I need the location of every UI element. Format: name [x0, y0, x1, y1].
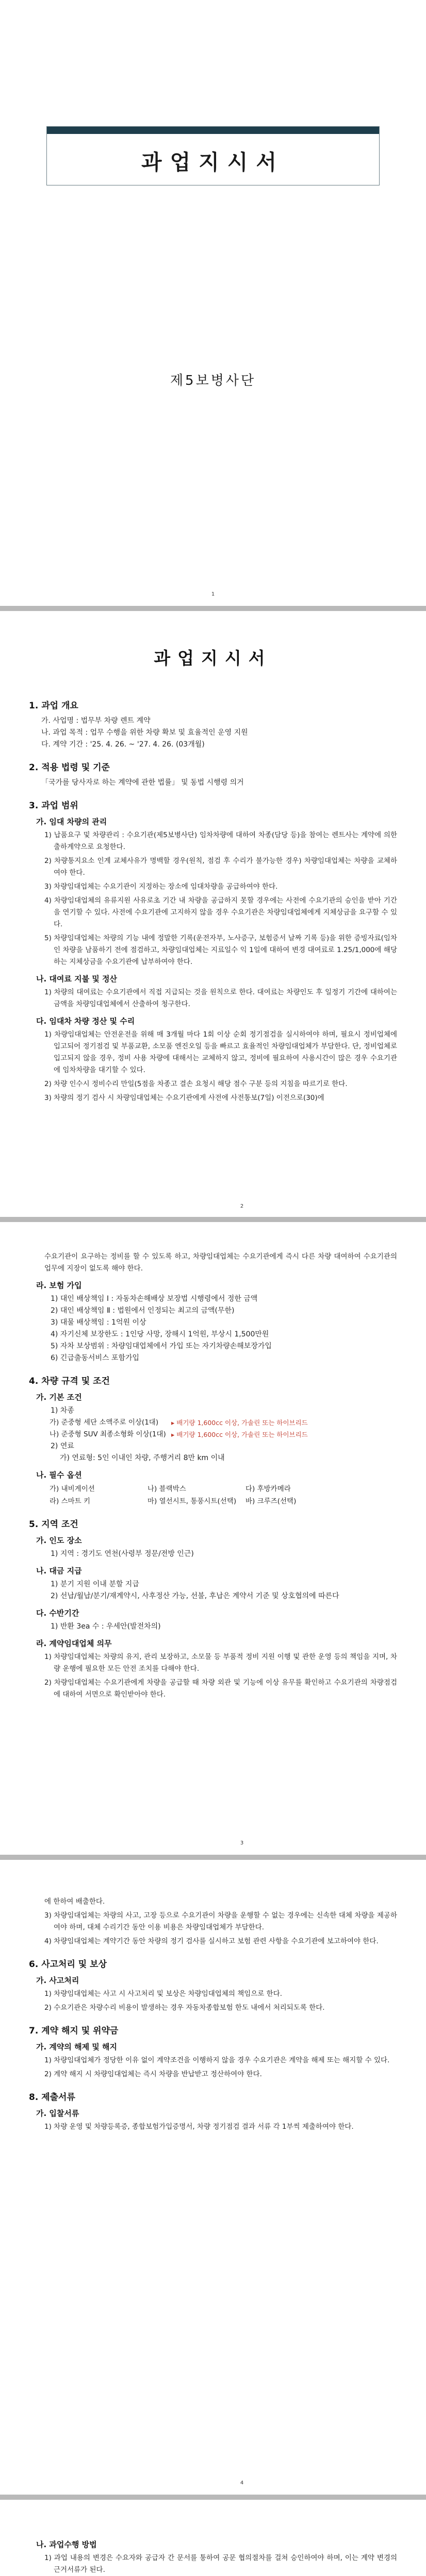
subsection-heading: 라. 보험 가입	[36, 1281, 82, 1290]
cover-title-box	[46, 126, 380, 185]
return-item: 1) 반환 3ea 수 : 우세안(발전차의)	[51, 1622, 161, 1631]
page-number: 2	[240, 1204, 244, 1209]
clause: 4) 차량임대업체는 계약기간 동안 차량의 정기 검사를 실시하고 보험 관련 사항을 수요기관에 보고하여야 한다.	[44, 1937, 379, 1945]
vehicle-row	[50, 1417, 397, 1429]
subsection-heading: 나. 과업수행 방법	[36, 2540, 97, 2549]
section-heading: 8. 제출서류	[29, 2092, 75, 2103]
clause: 1) 차량임대업체는 사고 시 사고처리 및 보상은 차량임대업체의 책임으로 한다.	[44, 1990, 283, 1998]
document-page-5	[0, 2500, 426, 2576]
equipment-item: 나) 블랙박스	[148, 1485, 186, 1493]
clause: 4) 차량임대업체의 유류지원 사유로초 기간 내 차량을 공급하지 못할 경우에는 사전에 수요기관의 승인을 받아 기간을 연기할 수 있다. 사전에 수요기관에 고지하지 않을 경우 수요기관은 차량임대업체에게 지체상금을 요구할 수 있다.	[44, 896, 397, 928]
equipment-item: 마) 열선시트, 통풍시트(선택)	[148, 1497, 237, 1505]
equipment-item: 바) 크루즈(선택)	[245, 1497, 297, 1505]
page-number: 1	[211, 591, 215, 597]
overview-line: 가. 사업명 : 법무부 차량 렌트 계약	[41, 717, 151, 725]
subsection-heading: 나. 필수 옵션	[36, 1470, 82, 1480]
insurance-item: 1) 대인 배상책임 Ⅰ : 자동차손해배상 보장법 시행령에서 정한 금액	[51, 1295, 258, 1303]
section-heading: 5. 지역 조건	[29, 1519, 78, 1530]
clause: 2) 수요기관은 차량수리 비용이 발생하는 경우 자동차종합보험 한도 내에서 처리되도록 한다.	[44, 2004, 325, 2012]
insurance-item: 4) 자기신체 보장한도 : 1인당 사망, 장해시 1억원, 부상시 1,500만원	[51, 1330, 269, 1338]
vehicle-name: 가) 준중형 세단 소액주로 이상(1대)	[50, 1418, 159, 1427]
clause: 1) 납품요구 및 차량관리 : 수요기관(제5보병사단) 임차차량에 대하여 차종(담당 등)을 참여는 렌트사는 계약에 의한 출하계약으로 요청한다.	[44, 831, 397, 851]
document-title: 과업지시서	[154, 648, 272, 668]
cover-page	[0, 0, 426, 606]
fuel-line: 가) 연료형: 5인 이내인 차량, 주행거리 8만 km 이내	[60, 1454, 225, 1462]
subsection-heading: 가. 계약의 해제 및 해지	[36, 2042, 117, 2052]
section-heading: 6. 사고처리 및 보상	[29, 1959, 107, 1970]
section-heading: 4. 차량 규격 및 조건	[29, 1376, 110, 1386]
cover-organization: 제5보병사단	[170, 373, 256, 388]
insurance-item: 3) 대물 배상책임 : 1억원 이상	[51, 1318, 146, 1327]
document-page-2	[0, 611, 426, 1217]
cover-title: 과업지시서	[141, 150, 285, 175]
insurance-item: 6) 긴급출동서비스 포함가입	[51, 1354, 140, 1362]
equipment-item: 다) 후방카메라	[245, 1485, 291, 1493]
clause-continuation: 에 한하여 배출한다.	[44, 1897, 105, 1906]
clause: 1) 차량 운영 및 차량등록증, 종합보험가입증명서, 차량 정기점검 결과 서류 각 1부씩 제출하여야 한다.	[44, 2123, 354, 2131]
clause: 3) 차량임대업체는 수요기관이 지정하는 장소에 임대차량을 공급하여야 한다.	[44, 883, 278, 891]
clause: 3) 차량임대업체는 차량의 사고, 고장 등으로 수요기관이 차량을 운행할 수 없는 경우에는 신속한 대체 차량을 제공하여야 하며, 대체 수리기간 동안 이용 비용은 차량임대업체가 부담한다.	[44, 1911, 397, 1931]
insurance-item: 5) 자차 보상범위 : 차량임대업체에서 가입 또는 자기차량손해보장가입	[51, 1342, 272, 1350]
subsection-heading: 다. 수반기간	[36, 1608, 79, 1618]
payment-item: 2) 선납/월납/분기/재계약시, 사후정산 가능, 선불, 후납은 계약서 기준 및 상호협의에 따른다	[51, 1592, 339, 1600]
section-heading: 1. 과업 개요	[29, 701, 78, 711]
subsection-heading: 가. 입찰서류	[36, 2109, 79, 2118]
subsection-heading: 라. 계약임대업체 의무	[36, 1639, 112, 1648]
subsection-heading: 가. 인도 장소	[36, 1536, 82, 1545]
clause: 1) 차량임대업체가 정당한 이유 없이 계약조건을 이행하지 않을 경우 수요기관은 계약을 해제 또는 해지할 수 있다.	[44, 2056, 390, 2064]
insurance-item: 2) 대인 배상책임 Ⅱ : 법원에서 인정되는 최고의 금액(무한)	[51, 1307, 235, 1315]
equipment-grid	[50, 1483, 397, 1507]
clause: 1) 차량의 대여료는 수요기관에서 직접 지급되는 것을 원칙으로 한다. 대여료는 차량인도 후 일정기 기간에 대하여는 금액을 차량임대업체에서 산출하여 청구한다.	[44, 988, 397, 1008]
clause: 1) 차량임대업체는 안전운전을 위해 매 3개월 마다 1회 이상 순회 정기점검을 실시하여야 하며, 필요시 정비업체에 입고되어 정기점검 및 부품교환, 소모품 엔진오일 등을 빠르고 효율적인 차량임대업체가 부담한다. 단, 정비업체로 입고되지 않을 경우, 정비 사용 차량에 대해서는 교체하지 않고, 정비에 필요하여 사용시간이 많은 경우 수요기관에 임차차량을 대기할 수 있다.	[44, 1030, 397, 1074]
clause: 1) 과업 내용의 변경은 수요자와 공급자 간 문서를 통하여 공문 협의절차를 걸쳐 승인하여야 하며, 이는 계약 변경의 근거서류가 된다.	[44, 2554, 397, 2574]
section-heading: 7. 계약 해지 및 위약금	[29, 2026, 119, 2036]
equipment-item: 라) 스마트 키	[50, 1497, 91, 1505]
equipment-item: 가) 내비게이션	[50, 1485, 95, 1493]
vehicle-intro: 1) 차종	[51, 1406, 74, 1415]
overview-line: 다. 계약 기간 : '25. 4. 26. ~ '27. 4. 26. (03개월)	[41, 740, 205, 749]
vehicle-note: ▸ 배기량 1,600cc 이상, 가솔린 또는 하이브리드	[171, 1431, 308, 1438]
subsection-heading: 나. 대금 지급	[36, 1566, 82, 1575]
subsection-heading: 가. 사고처리	[36, 1976, 79, 1985]
cover-title-band	[47, 127, 379, 134]
document-page-3	[0, 1222, 426, 1855]
subsection-heading: 나. 대여료 지불 및 정산	[36, 974, 117, 984]
location-item: 1) 지역 : 경기도 연천(사령부 정문/전방 인근)	[51, 1550, 194, 1558]
clause: 5) 차량임대업체는 차량의 기능 내에 정말한 기록(운전자부, 노사증구, 보험증서 날짜 기록 등)을 위한 증빙자료(임차인 차량을 남품하기 전에 점검하고, 차량임대업체는 지료일수 익 1일에 대하여 변경 대여료로 1.25/1,000에 해당하는 지체상금을 수요기관에 납부하여야 한다.	[44, 934, 397, 966]
clause: 2) 차량통지요소 인계 교체사유가 명백할 경우(원칙, 점검 후 수리가 불가능한 경우) 차량임대업체는 차량을 교체하여야 한다.	[44, 857, 397, 877]
clause: 3) 차량의 정기 검사 시 차량임대업체는 수요기관에게 사전에 사전통보(7일) 이전으로(30)에	[44, 1094, 324, 1102]
subsection-heading: 다. 임대차 차량 정산 및 수리	[36, 1016, 135, 1026]
subsection-heading: 가. 임대 차량의 관리	[36, 817, 107, 826]
overview-line: 나. 과업 목적 : 업무 수행을 위한 차량 확보 및 효율적인 운영 지원	[41, 728, 248, 737]
section-heading: 2. 적용 법령 및 기준	[29, 762, 110, 773]
page-number: 3	[240, 1840, 244, 1846]
clause: 2) 차량 인수시 정비수리 만일(5점을 차종고 결손 요청시 해당 점수 구분 등의 지침을 따르기로 한다.	[44, 1080, 348, 1088]
fuel-line: 2) 연료	[51, 1442, 74, 1450]
section-heading: 3. 과업 범위	[29, 801, 78, 811]
clause: 2) 계약 해지 시 차량임대업체는 즉시 차량을 반납받고 정산하여야 한다.	[44, 2070, 262, 2078]
clause: 2) 차량임대업체는 수요기관에게 차량을 공급할 때 차량 외관 및 기능에 이상 유무를 확인하고 수요기관의 차량점검에 대하여 서면으로 확인받아야 한다.	[44, 1679, 397, 1699]
clause-continuation: 수요기관이 요구하는 정비를 할 수 있도록 하고, 차량임대업체는 수요기관에게 즉시 다른 차량 대여하여 수요기관의 업무에 지장이 없도록 해야 한다.	[44, 1252, 397, 1273]
page-number: 4	[240, 2480, 244, 2486]
law-line: 「국가를 당사자로 하는 계약에 관한 법률」 및 동법 시행령 의거	[41, 778, 244, 787]
clause: 1) 차량임대업체는 차량의 유지, 관리 보장하고, 소모물 등 부품적 정비 지원 이행 및 관한 운영 등의 책임을 지며, 차량 운행에 필요한 모든 안전 조치를 다해야 한다.	[44, 1653, 397, 1673]
payment-item: 1) 분기 지원 이내 분할 지급	[51, 1580, 139, 1588]
vehicle-name: 나) 준중형 SUV 최종소형화 이상(1대)	[50, 1430, 166, 1438]
subsection-heading: 가. 기본 조건	[36, 1393, 82, 1402]
vehicle-row	[50, 1429, 397, 1440]
vehicle-note: ▸ 배기량 1,600cc 이상, 가솔린 또는 하이브리드	[171, 1419, 308, 1427]
document-page-4	[0, 1860, 426, 2495]
